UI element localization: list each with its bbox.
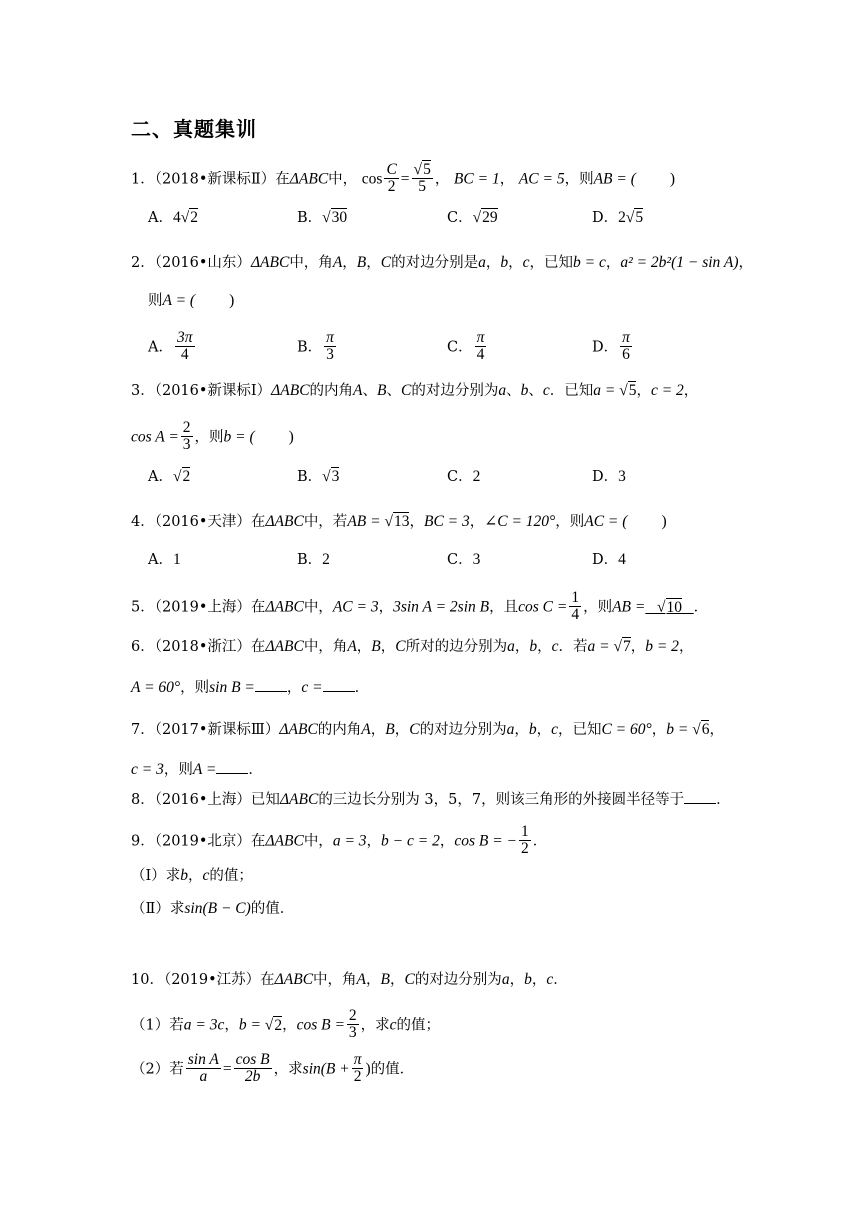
question-7-line-1: 7．（2017•新课标Ⅲ）ΔABC的内角A，B，C的对边分别为a，b，c，已知C = 60°，b = √6， — [131, 721, 724, 738]
question-9: 9．（2019•北京）在ΔABC中，a = 3，b − c = 2，cos B = − $\frac{1}{2}$ ． — [131, 823, 548, 857]
question-6-line-1: 6．（2018•浙江）在ΔABC中，角A，B，C所对的边分别为a，b，c．若a = √7，b = 2， — [131, 638, 694, 655]
q7-blank-a[interactable] — [216, 759, 248, 774]
question-5: 5．（2019•上海）在ΔABC中，AC = 3，3sin A = 2sin B，且cos C = $\frac{1}{4}$ ，则AB = √10 ． — [131, 589, 709, 623]
q4-option-d[interactable]: D．4 — [592, 551, 626, 568]
q4-option-c[interactable]: C．3 — [447, 551, 481, 568]
q6-blank-sinb[interactable] — [255, 677, 287, 692]
question-9-part-1: （Ⅰ）求b，c的值； — [131, 867, 253, 884]
question-4: 4．（2016•天津）在ΔABC中，若AB = √13，BC = 3，∠C = 120°，则AC = ( ) — [131, 513, 667, 530]
question-3-line-2: cos A = $\frac{2}{3}$ ，则b = ( ) — [131, 419, 294, 453]
question-2-line-2: 则A = ( ) — [148, 292, 235, 309]
q3-option-c[interactable]: C．2 — [447, 468, 481, 485]
q1-option-c[interactable]: C．√29 — [447, 209, 498, 226]
question-1: 1．（2018•新课标Ⅱ）在ΔABC中， cos $\frac{C}{2}$ = $\frac{√5}{5}$ ， BC = 1， AC = 5，则AB = ( ) — [131, 161, 676, 195]
q1-option-b[interactable]: B．√30 — [297, 209, 348, 226]
question-10: 10．（2019•江苏）在ΔABC中，角A，B，C的对边分别为a，b，c． — [131, 971, 568, 988]
q3-option-d[interactable]: D．3 — [592, 468, 626, 485]
question-7-line-2: c = 3，则A = ． — [131, 761, 263, 778]
question-10-part-2: （2）若 $\frac{\text{sin A}}{a}$ = $\frac{\text{cos B}}{2b}$ ，求sin(B + $\frac{\pi}{2}$ )的值． — [131, 1051, 415, 1085]
question-2-line-1: 2．（2016•山东）ΔABC中，角A，B，C的对边分别是a，b，c，已知b = c，a² = 2b²(1 − sin A)， — [131, 254, 754, 271]
q2-option-c[interactable]: C． $\frac{\pi}{4}$ — [447, 329, 485, 363]
question-9-part-2: （Ⅱ）求sin(B − C)的值． — [131, 900, 295, 917]
question-3-line-1: 3．（2016•新课标Ⅰ）ΔABC的内角A、B、C的对边分别为a、b、c．已知a = √5，c = 2， — [131, 382, 699, 399]
q6-blank-c[interactable] — [323, 677, 355, 692]
q2-option-d[interactable]: D． $\frac{\pi}{6}$ — [592, 329, 630, 363]
q1-option-a[interactable]: A．4√2 — [148, 209, 198, 226]
q3-option-b[interactable]: B．√3 — [297, 468, 340, 485]
question-8: 8．（2016•上海）已知ΔABC的三边长分别为 3，5，7，则该三角形的外接圆半径等于 ． — [131, 791, 731, 808]
section-title: 二、真题集训 — [131, 117, 257, 141]
q8-blank-radius[interactable] — [684, 789, 716, 804]
question-10-part-1: （1）若a = 3c，b = √2，cos B = $\frac{2}{3}$ ，求c的值； — [131, 1007, 441, 1041]
q1-option-d[interactable]: D．2√5 — [592, 209, 644, 226]
q4-option-a[interactable]: A．1 — [148, 551, 181, 568]
q4-option-b[interactable]: B．2 — [297, 551, 330, 568]
q2-option-b[interactable]: B． $\frac{\pi}{3}$ — [297, 329, 334, 363]
q5-answer: √10 — [645, 598, 682, 616]
q2-option-a[interactable]: A． $\frac{3\pi}{4}$ — [148, 329, 193, 363]
question-6-line-2: A = 60°，则sin B = ，c = ． — [131, 679, 370, 696]
q3-option-a[interactable]: A．√2 — [148, 468, 191, 485]
